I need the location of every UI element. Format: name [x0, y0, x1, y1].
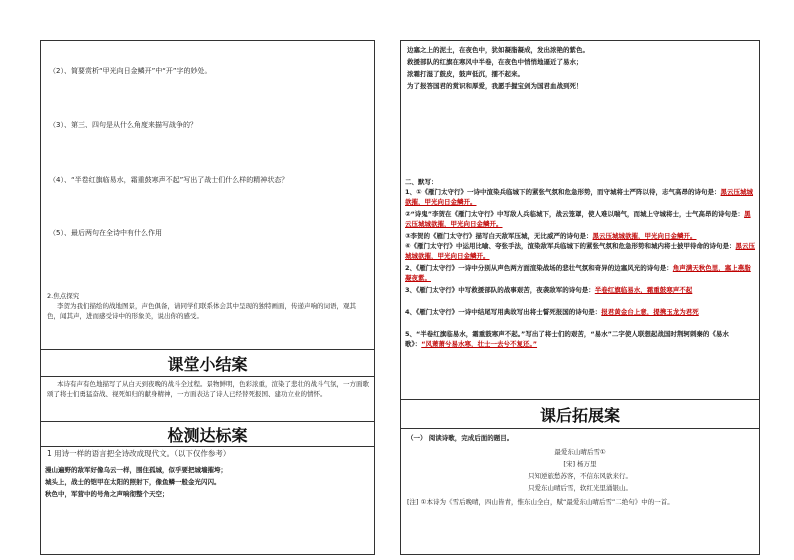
recite-answer: 角声满天秋色里，塞上燕脂凝夜紫。 [405, 264, 751, 282]
recite-answer: 黑云压城城欲摧，甲光向日金鳞开。 [592, 232, 697, 240]
poem-author: [宋] 杨万里 [563, 460, 597, 468]
question-4: （4）、“半卷红旗临易水，霜重鼓寒声不起”写出了战士们什么样的精神状态？ [49, 176, 289, 184]
test-line: 秋色中，军营中的号角之声响彻整个天空； [45, 490, 169, 498]
recite-answer: 黑云压城城欲摧，甲光向日金鳞开。 [405, 210, 751, 228]
recite-item: 5、“半卷红旗临易水，霜重鼓寒声不起。”写出了将士们的艰苦，“易水”二字使人联想起战国时荆轲刺秦的《易水歌》：“风萧萧兮易水寒，壮士一去兮不复还。” [405, 330, 729, 348]
translation-line: 救援部队的红旗在寒风中半卷，在夜色中悄悄地逼近了易水； [407, 58, 583, 66]
recite-answer: 黑云压城城欲摧，甲光向日金鳞开。 [405, 188, 754, 206]
reading-title: （一） 阅读诗歌，完成后面的题目。 [407, 434, 514, 442]
poem-line: 只知逆旅愁苏客，不信东风欲来行。 [528, 472, 632, 480]
extend-header: 课后拓展案 [401, 399, 759, 429]
summary-text: 本诗有声有色地描写了从白天到夜晚的战斗全过程。景物鲜明，色彩浓重，渲染了悲壮的战斗气氛，一方面歌颂了将士们勇猛奋战、视死如归的献身精神，一方面表达了诗人已经替死报国、建功立业的情怀。 [47, 380, 369, 398]
recite-item: 1、①《雁门太守行》一诗中渲染兵临城下的紧张气氛和危急形势，而守城将士严阵以待，志气高昂的诗句是：黑云压城城欲摧，甲光向日金鳞开。 [405, 188, 754, 206]
translation-line: 为了报答国君的赏识和厚爱，我愿手握宝剑为国君血战到死！ [407, 82, 583, 90]
recite-title: 二、默写： [405, 178, 438, 186]
question-3: （3）、第三、四句是从什么角度来描写战争的？ [49, 121, 197, 129]
recite-item: ②“诗鬼”李贺在《雁门太守行》中写敌人兵临城下，战云笼罩，使人难以喘气，而城上守城将士，士气高昂的诗句是：黑云压城城欲摧，甲光向日金鳞开。 [405, 210, 751, 228]
recite-item: 2、《雁门太守行》一诗中分别从声色两方面渲染战场的悲壮气氛和奇异的边塞风光的诗句是：角声满天秋色里，塞上燕脂凝夜紫。 [405, 264, 751, 282]
recite-item: 4、《雁门太守行》一诗中结尾写用典故写出将士誓死报国的诗句是：报君黄金台上意，提携玉龙为君死 [405, 308, 699, 316]
test-intro: 1 用诗一样的语言把全诗改成现代文。（以下仅作参考） [47, 449, 231, 458]
recite-answer: 半卷红旗临易水，霜重鼓寒声不起 [594, 286, 693, 294]
test-header: 检测达标案 [41, 421, 374, 447]
summary-header: 课堂小结案 [41, 349, 374, 377]
focus-text: 李贺为我们描绘的战地图景，声色俱备，请同学们联系体会其中呈现的独特画面，传递声响的词语，观其色，闻其声，进而感受诗中的形象美，说出你的感受。 [47, 302, 356, 320]
focus-title: 2.焦点探究 [47, 292, 80, 300]
test-line: 漫山遍野的敌军好像乌云一样，围住孤城，似乎要把城墙摧垮； [45, 466, 227, 474]
poem-title: 最爱东山晴后雪① [554, 448, 606, 456]
question-5: （5）、最后两句在全诗中有什么作用 [49, 229, 162, 237]
left-page [40, 40, 375, 555]
translation-line: 浓霜打湿了鼓皮，鼓声低沉，擂不起来。 [407, 70, 524, 78]
recite-item: 3、《雁门太守行》中写救援部队的战事艰苦，夜袭敌军的诗句是：半卷红旗临易水，霜重鼓寒声不起 [405, 286, 693, 294]
translation-line: 边塞之上的泥土，在夜色中，犹如凝脂凝成，发出浓艳的紫色。 [407, 46, 589, 54]
question-2: （2）、简要赏析“甲光向日金鳞开”中“开”字的妙处。 [49, 67, 212, 75]
right-page [400, 40, 760, 555]
test-line: 城头上，战士的铠甲在太阳的照射下，像鱼鳞一般金光闪闪。 [45, 478, 221, 486]
poem-line: 只爱东山晴后雪，软红光里涌银山。 [528, 484, 632, 492]
poem-note: [注] ①本诗为《雪后晚晴，四山皆青，惟东山全白，赋“最爱东山晴后雪”二绝句》中的一首。 [407, 498, 674, 506]
recite-item: ④《雁门太守行》中运用比喻、夸张手法，渲染敌军兵临城下的紧张气氛和危急形势和城内将士披甲待命的诗句是：黑云压城城欲摧，甲光向日金鳞开。 [405, 242, 756, 260]
recite-answer: 黑云压城城欲摧，甲光向日金鳞开。 [405, 242, 756, 260]
recite-answer: “风萧萧兮易水寒，壮士一去兮不复还。” [421, 340, 538, 348]
recite-item: ③李贺的《雁门太守行》描写白天敌军压城，无比威严的诗句是：黑云压城城欲摧，甲光向日金鳞开。 [405, 232, 697, 240]
recite-answer: 报君黄金台上意，提携玉龙为君死 [601, 308, 699, 316]
